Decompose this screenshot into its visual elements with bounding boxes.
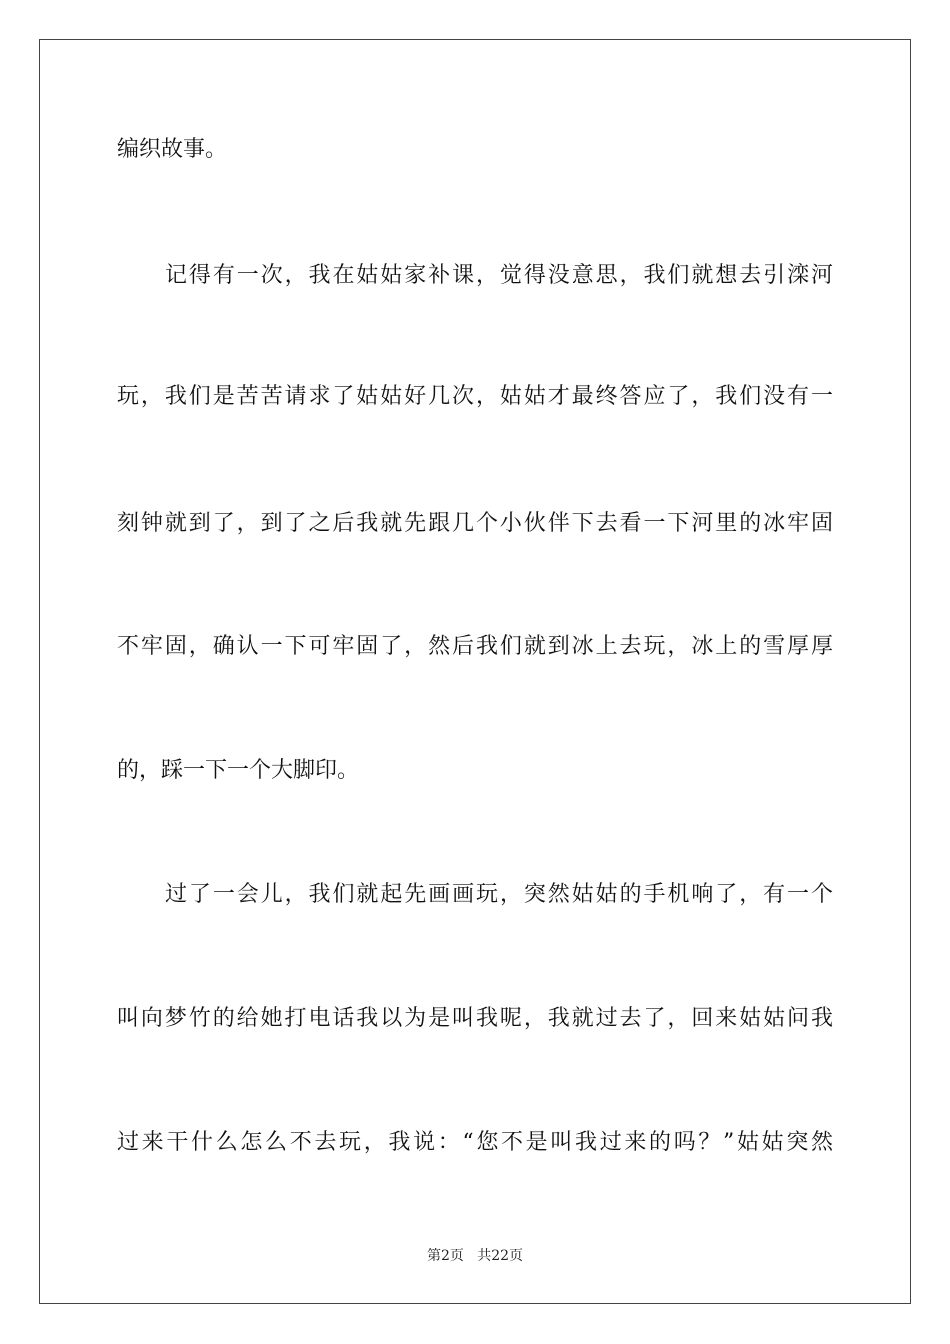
text-line-7: 过了一会儿，我们就起先画画玩，突然姑姑的手机响了，有一个 [165, 882, 833, 907]
text-line-9: 过来干什么怎么不去玩，我说：“您不是叫我过来的吗？”姑姑突然 [117, 1130, 833, 1155]
text-line-2: 记得有一次，我在姑姑家补课，觉得没意思，我们就想去引滦河 [165, 263, 833, 288]
page-number-footer: 第2页 共22页 [426, 1248, 524, 1264]
text-line-6: 的，踩一下一个大脚印。 [117, 758, 360, 783]
text-line-5: 不牢固，确认一下可牢固了，然后我们就到冰上去玩，冰上的雪厚厚 [117, 634, 833, 659]
text-line-8: 叫向梦竹的给她打电话我以为是叫我呢，我就过去了，回来姑姑问我 [117, 1006, 833, 1031]
text-line-3: 玩，我们是苦苦请求了姑姑好几次，姑姑才最终答应了，我们没有一 [117, 384, 833, 409]
page-border [39, 39, 911, 1304]
text-line-4: 刻钟就到了，到了之后我就先跟几个小伙伴下去看一下河里的冰牢固 [117, 511, 833, 536]
text-line-1: 编织故事。 [117, 137, 228, 162]
